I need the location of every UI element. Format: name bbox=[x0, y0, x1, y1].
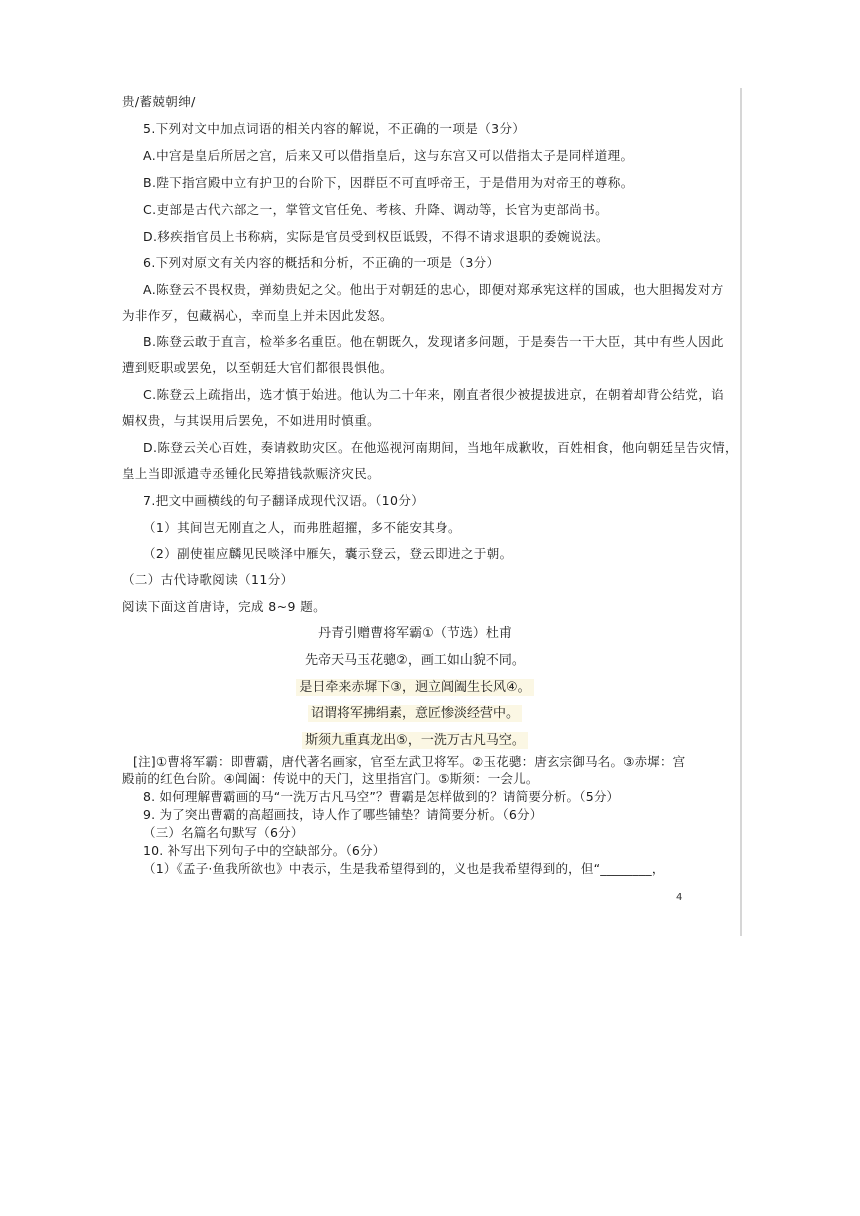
question-10: 10. 补写出下列句子中的空缺部分。（6分） bbox=[143, 843, 386, 858]
poem-verse-text: 斯须九重真龙出⑤，一洗万古凡马空。 bbox=[302, 732, 528, 749]
option-line: 遭到贬职或罢免，以至朝廷大官们都很畏惧他。 bbox=[122, 360, 393, 375]
sentence-line: （2）副使崔应麟见民啖泽中雁矢，囊示登云，登云即进之于朝。 bbox=[143, 546, 513, 561]
note-line: 殿前的红色台阶。④阊阖：传说中的天门，这里指宫门。⑤斯须：一会儿。 bbox=[122, 771, 539, 786]
poem-title: 丹青引赠曹将军霸①（节选）杜甫 bbox=[318, 626, 512, 641]
poem-verse bbox=[240, 653, 590, 669]
page-edge-line bbox=[740, 88, 742, 936]
option-line: B.陈登云敢于直言，检举多名重臣。他在朝既久，发现诸多问题，于是奏告一干大臣，其中有些人因此 bbox=[143, 334, 724, 349]
question-8: 8. 如何理解曹霸画的马“一洗万古凡马空”？曹霸是怎样做到的？请简要分析。（5分） bbox=[143, 789, 620, 804]
poem-verse-text: 先帝天马玉花骢②，画工如山貌不同。 bbox=[305, 653, 525, 668]
question-9: 9. 为了突出曹霸的高超画技，诗人作了哪些铺垫？请简要分析。（6分） bbox=[143, 807, 543, 822]
question-6: 6.下列对原文有关内容的概括和分析，不正确的一项是（3分） bbox=[143, 255, 500, 270]
section-heading: （二）古代诗歌阅读（11分） bbox=[122, 572, 294, 587]
option-line: 媚权贵，与其误用后罢免，不如进用时慎重。 bbox=[122, 413, 381, 428]
option-line: C.陈登云上疏指出，选才慎于始进。他认为二十年来，刚直者很少被提拔进京，在朝着却背公结党，谄 bbox=[143, 387, 725, 402]
option-line: A.中宫是皇后所居之宫，后来又可以借指皇后，这与东宫又可以借指太子是同样道理。 bbox=[143, 148, 634, 163]
option-line: 皇上当即派遣寺丞锺化民筹措钱款赈济灾民。 bbox=[122, 466, 381, 481]
option-line: D.陈登云关心百姓，奏请救助灾区。在他巡视河南期间，当地年成歉收，百姓相食，他向朝廷呈告灾情， bbox=[143, 440, 738, 455]
poem-verse-text: 诏谓将军拂绢素，意匠惨淡经营中。 bbox=[308, 705, 522, 722]
section-heading: （三）名篇名句默写（6分） bbox=[143, 825, 304, 840]
question-7: 7.把文中画横线的句子翻译成现代汉语。（10分） bbox=[143, 493, 425, 508]
text-line: 贵/蓄兢朝绅/ bbox=[122, 94, 196, 109]
page-number: 4 bbox=[676, 892, 683, 903]
fill-blank-line: （1）《孟子·鱼我所欲也》中表示，生是我希望得到的，义也是我希望得到的，但“________， bbox=[143, 861, 665, 876]
poem-verse bbox=[240, 706, 590, 722]
poem-verse-text: 是日牵来赤墀下③，迥立阊阖生长风④。 bbox=[296, 679, 533, 696]
option-line: 为非作歹，包藏祸心，幸而皇上并未因此发怒。 bbox=[122, 308, 393, 323]
instruction-line: 阅读下面这首唐诗，完成 8~9 题。 bbox=[122, 599, 327, 614]
poem-verse bbox=[240, 733, 590, 749]
note-line: [注]①曹将军霸：即曹霸，唐代著名画家，官至左武卫将军。②玉花骢：唐玄宗御马名。③赤墀：宫 bbox=[133, 754, 686, 769]
option-line: A.陈登云不畏权贵，弹劾贵妃之父。他出于对朝廷的忠心，即便对郑承宪这样的国戚，也大胆揭发对方 bbox=[143, 282, 724, 297]
poem-verse bbox=[240, 680, 590, 696]
question-5: 5.下列对文中加点词语的相关内容的解说，不正确的一项是（3分） bbox=[143, 121, 526, 136]
option-line: C.吏部是古代六部之一，掌管文官任免、考核、升降、调动等，长官为吏部尚书。 bbox=[143, 202, 609, 217]
option-line: D.移疾指官员上书称病，实际是官员受到权臣诋毁，不得不请求退职的委婉说法。 bbox=[143, 229, 609, 244]
sentence-line: （1）其间岂无刚直之人，而弗胜超擢，多不能安其身。 bbox=[143, 520, 461, 535]
option-line: B.陛下指宫殿中立有护卫的台阶下，因群臣不可直呼帝王，于是借用为对帝王的尊称。 bbox=[143, 175, 634, 190]
